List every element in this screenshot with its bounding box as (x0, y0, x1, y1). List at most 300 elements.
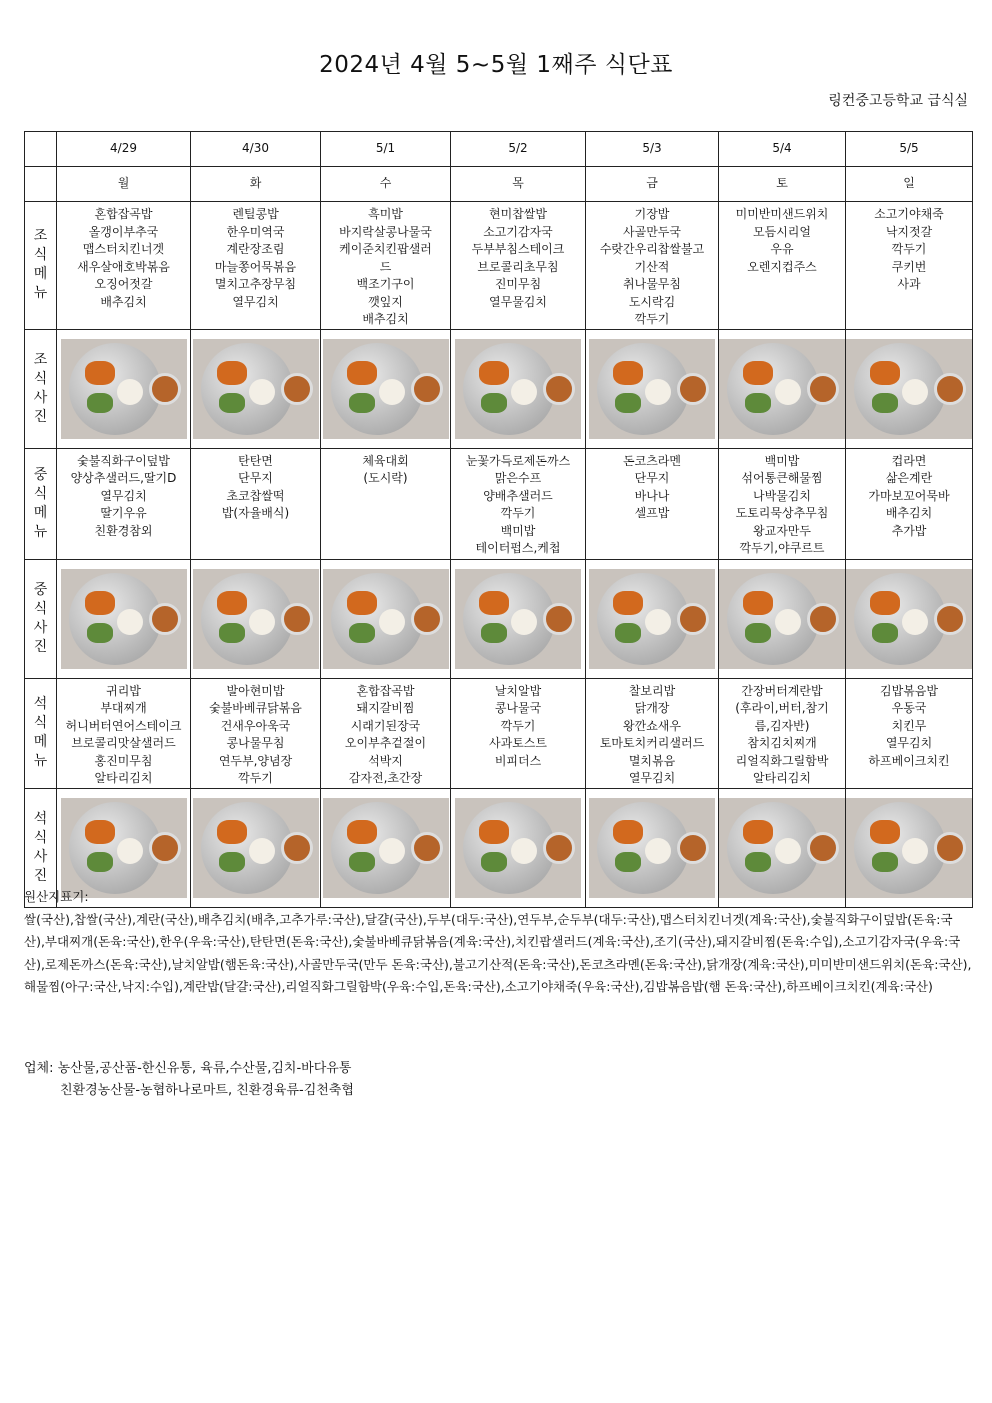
food-food3 (349, 623, 375, 643)
food-food2 (775, 379, 801, 405)
food-food1 (870, 820, 900, 844)
menu-item: 도시락김 (628, 294, 676, 309)
food-tray (597, 573, 689, 665)
row-label-char: 사 (33, 848, 48, 865)
food-food3 (872, 623, 898, 643)
row-label-char: 메 (33, 734, 48, 750)
food-food3 (87, 623, 113, 643)
lunch-photo-row-label (25, 559, 57, 678)
row-label-char: 진 (33, 638, 48, 655)
menu-item: 배추김치 (885, 506, 933, 520)
food-food3 (481, 623, 507, 643)
menu-item: 삶은계란 (885, 471, 933, 485)
menu-item: 깻잎지 (368, 294, 403, 309)
menu-cell (191, 678, 321, 788)
menu-cell (846, 678, 973, 788)
menu-item: 섞어통큰해물찜 (741, 471, 823, 485)
menu-item: 체육대회 (362, 453, 409, 468)
food-food3 (349, 852, 375, 872)
meal-photo-image (193, 569, 319, 669)
menu-item: 브로콜리맛살샐러드 (71, 736, 176, 750)
food-food2 (511, 838, 537, 864)
menu-cell (586, 678, 719, 788)
food-food2 (511, 379, 537, 405)
food-bowl (411, 832, 443, 864)
menu-item: 백미밥 (764, 453, 800, 468)
food-bowl (934, 373, 966, 405)
row-label-char: 뉴 (33, 753, 48, 769)
date-row (25, 132, 973, 167)
food-food3 (87, 393, 113, 413)
meal-photo (321, 330, 450, 448)
food-food1 (479, 820, 509, 844)
date-cell: 5/1 (321, 132, 451, 167)
menu-item: 드 (379, 259, 392, 274)
food-bowl (807, 832, 839, 864)
row-label-char: 조 (33, 228, 48, 245)
menu-item: 토마토치커리샐러드 (599, 736, 705, 750)
date-cell: 5/4 (719, 132, 846, 167)
menu-item: 깍두기 (238, 771, 273, 785)
food-food1 (85, 820, 115, 844)
meal-photo-image (323, 339, 449, 439)
menu-item: 낙지젓갈 (885, 224, 933, 239)
food-food1 (347, 820, 377, 844)
food-bowl (543, 832, 575, 864)
row-label-char: 조 (33, 351, 48, 368)
menu-item: 렌틸콩밥 (232, 207, 279, 221)
food-tray (463, 573, 555, 665)
menu-item: 콩나물무침 (226, 736, 285, 750)
menu-item: 현미찹쌀밥 (489, 207, 547, 221)
meal-photo-image (455, 798, 581, 898)
food-food2 (902, 379, 928, 405)
dinner-menu-row-label (25, 678, 57, 788)
food-food2 (645, 838, 671, 864)
breakfast-photo-row (25, 329, 973, 448)
meal-photo-image (589, 798, 715, 898)
menu-item: 오징어젓갈 (94, 277, 153, 291)
meal-photo-image (719, 339, 845, 439)
menu-item: 소고기감자국 (483, 224, 553, 239)
menu-item: 열무김치 (885, 736, 933, 750)
menu-item: 수랏간우리찹쌀불고 (599, 242, 705, 256)
food-food3 (745, 393, 771, 413)
menu-item: 모듬시리얼 (753, 224, 811, 239)
menu-item: 탄탄면 (238, 453, 273, 468)
food-food1 (870, 591, 900, 615)
menu-item: 나박물김치 (753, 488, 811, 503)
menu-item: 우동국 (891, 701, 927, 715)
menu-item: 새우살애호박볶음 (77, 259, 170, 274)
menu-item: 백미밥 (500, 523, 536, 538)
date-cell: 5/2 (451, 132, 586, 167)
food-food1 (613, 361, 643, 385)
meal-photo (719, 330, 845, 448)
menu-item: 딸기우유 (100, 506, 147, 520)
food-food2 (379, 838, 405, 864)
row-label-char: 뉴 (33, 523, 48, 540)
menu-item: 멸치볶음 (628, 753, 676, 768)
row-label-char: 사 (33, 619, 48, 636)
menu-item: 열무물김치 (489, 294, 547, 309)
weekday-cell: 금 (586, 167, 719, 202)
meal-photo-image (846, 798, 972, 898)
food-food3 (349, 393, 375, 413)
food-food2 (379, 379, 405, 405)
menu-item: 왕깐쇼새우 (623, 718, 681, 733)
menu-item: 양배추샐러드 (483, 488, 553, 503)
menu-item: 열무김치 (100, 488, 147, 503)
meal-photo-image (719, 798, 845, 898)
menu-item: 마늘쫑어묵볶음 (214, 259, 297, 274)
menu-item: 가마보꼬어묵바 (868, 488, 950, 503)
school-name: 링컨중고등학교 급식실 (828, 93, 968, 109)
meal-photo-image (61, 798, 187, 898)
food-food3 (872, 393, 898, 413)
food-bowl (934, 832, 966, 864)
origin-notes (24, 886, 972, 999)
menu-item: 사과토스트 (489, 736, 547, 750)
meal-photo-image (323, 569, 449, 669)
food-bowl (149, 603, 181, 635)
row-label-char: 식 (33, 370, 48, 387)
food-food1 (217, 591, 247, 615)
menu-item: 발아현미밥 (226, 683, 285, 698)
row-label-char: 뉴 (33, 285, 48, 302)
meal-photo-image (589, 339, 715, 439)
photo-cell (57, 329, 191, 448)
menu-item: 건새우아욱국 (220, 718, 291, 733)
meal-photo-image (61, 339, 187, 439)
food-tray (201, 802, 293, 894)
meal-photo-image (323, 798, 449, 898)
menu-item: 부대찌개 (100, 701, 147, 715)
date-cell: 5/3 (586, 132, 719, 167)
food-bowl (149, 832, 181, 864)
photo-cell (191, 559, 321, 678)
menu-item: 홍진미무침 (94, 753, 153, 768)
row-label-char: 식 (33, 829, 48, 846)
menu-item: 오렌지컵주스 (747, 259, 817, 274)
food-tray (69, 343, 161, 435)
photo-cell (719, 329, 846, 448)
menu-item: 기산적 (634, 259, 670, 274)
menu-item: 멸치고추장무침 (214, 277, 297, 291)
food-tray (201, 573, 293, 665)
lunch-menu-row-label (25, 448, 57, 559)
menu-item: 쿠키번 (891, 259, 927, 274)
food-food3 (872, 852, 898, 872)
food-bowl (411, 373, 443, 405)
meal-photo-image (719, 569, 845, 669)
weekday-cell: 일 (846, 167, 973, 202)
menu-cell (57, 448, 191, 559)
food-food1 (613, 820, 643, 844)
food-tray (69, 573, 161, 665)
food-food1 (217, 361, 247, 385)
dinner-menu-row (25, 678, 973, 788)
menu-item: 맑은수프 (494, 471, 542, 485)
food-food3 (745, 623, 771, 643)
row-label-char: 식 (33, 715, 48, 731)
meal-photo-image (193, 339, 319, 439)
food-bowl (281, 832, 313, 864)
menu-item: 맵스터치킨너겟 (82, 242, 165, 256)
meal-photo (451, 560, 585, 678)
photo-cell (321, 559, 451, 678)
menu-item: 김밥볶음밥 (880, 683, 938, 698)
food-food3 (87, 852, 113, 872)
menu-item: 단무지 (634, 471, 670, 485)
vendor-line-1: 업체: 농산물,공산품-한신유통, 육류,수산물,김치-바다유통 (24, 1061, 352, 1076)
photo-cell (321, 329, 451, 448)
meal-photo (321, 560, 450, 678)
food-food1 (479, 591, 509, 615)
corner-cell (25, 132, 57, 167)
row-label-char: 식 (33, 485, 48, 502)
menu-item: 깍두기 (891, 242, 927, 256)
meal-photo-image (455, 569, 581, 669)
food-bowl (807, 603, 839, 635)
menu-item: 콩나물국 (494, 701, 542, 715)
menu-cell (451, 448, 586, 559)
meal-photo-image (193, 798, 319, 898)
photo-cell (586, 559, 719, 678)
meal-table (24, 131, 973, 908)
vendor-info (24, 1058, 354, 1102)
menu-item: 우유 (770, 242, 794, 256)
meal-photo (586, 330, 718, 448)
weekday-cell: 토 (719, 167, 846, 202)
row-label-char: 중 (33, 581, 48, 598)
weekday-cell: 월 (57, 167, 191, 202)
food-food1 (743, 591, 773, 615)
meal-photo (846, 560, 972, 678)
food-tray (727, 802, 819, 894)
meal-photo (57, 330, 190, 448)
menu-cell (719, 202, 846, 330)
food-bowl (677, 373, 709, 405)
food-tray (854, 343, 946, 435)
food-bowl (807, 373, 839, 405)
menu-cell (57, 202, 191, 330)
menu-item: 알타리김치 (94, 771, 153, 785)
date-cell: 4/30 (191, 132, 321, 167)
menu-item: 돈코츠라멘 (623, 453, 681, 468)
menu-item: 백조기구이 (356, 277, 415, 291)
food-food2 (249, 379, 275, 405)
meal-photo (451, 330, 585, 448)
row-label-char: 석 (33, 810, 48, 827)
weekday-cell: 수 (321, 167, 451, 202)
breakfast-menu-row-label (25, 202, 57, 330)
row-label-char: 진 (33, 867, 48, 884)
meal-photo-image (455, 339, 581, 439)
photo-cell (451, 329, 586, 448)
food-food2 (117, 379, 143, 405)
menu-item: 연두부,양념장 (218, 753, 293, 768)
menu-item: 한우미역국 (226, 224, 285, 239)
menu-item: 케이준치킨팝샐러 (339, 242, 432, 256)
menu-item: 두부부침스테이크 (471, 242, 565, 256)
menu-cell (586, 448, 719, 559)
menu-item: 테이터펍스,케첩 (475, 541, 561, 555)
menu-item: 찰보리밥 (628, 683, 676, 698)
photo-cell (451, 559, 586, 678)
menu-item: 비피더스 (494, 753, 542, 768)
lunch-photo-row (25, 559, 973, 678)
food-food1 (85, 591, 115, 615)
menu-item: 컵라면 (891, 453, 927, 468)
menu-item: 소고기야채죽 (874, 207, 944, 221)
menu-item: 진미무침 (494, 277, 542, 291)
menu-item: 계란장조림 (226, 242, 285, 256)
food-food3 (481, 393, 507, 413)
meal-photo-image (846, 569, 972, 669)
menu-item: 깍두기 (634, 312, 670, 326)
meal-photo (846, 330, 972, 448)
food-food1 (479, 361, 509, 385)
food-tray (854, 573, 946, 665)
food-food1 (743, 361, 773, 385)
menu-item: 기장밥 (634, 207, 670, 221)
menu-cell (451, 678, 586, 788)
food-bowl (411, 603, 443, 635)
date-cell: 4/29 (57, 132, 191, 167)
photo-cell (586, 329, 719, 448)
row-label-char: 사 (33, 389, 48, 406)
menu-item: 깍두기 (500, 506, 536, 520)
menu-item: 친환경참외 (94, 523, 153, 538)
menu-item: 밥(자율배식) (221, 506, 290, 520)
menu-item: 눈꽃가득로제돈까스 (465, 453, 571, 468)
breakfast-menu-row (25, 202, 973, 330)
corner-cell (25, 167, 57, 202)
lunch-menu-row (25, 448, 973, 559)
menu-item: 배추김치 (100, 294, 147, 309)
menu-item: 숯불바베큐닭볶음 (209, 701, 302, 715)
menu-item: 혼합잡곡밥 (94, 207, 153, 221)
food-food1 (347, 361, 377, 385)
food-tray (463, 343, 555, 435)
menu-cell (846, 202, 973, 330)
food-bowl (677, 603, 709, 635)
menu-item: 단무지 (238, 471, 273, 485)
menu-item: 열무김치 (232, 294, 279, 309)
meal-photo (191, 560, 320, 678)
menu-item: 깍두기 (500, 718, 536, 733)
food-food2 (249, 838, 275, 864)
food-food2 (902, 609, 928, 635)
menu-item: 감자전,초간장 (348, 771, 423, 785)
menu-item: 숯불직화구이덮밥 (77, 453, 170, 468)
food-tray (727, 573, 819, 665)
menu-cell (321, 448, 451, 559)
food-tray (463, 802, 555, 894)
weekday-cell: 목 (451, 167, 586, 202)
food-food3 (219, 623, 245, 643)
food-tray (597, 343, 689, 435)
date-cell: 5/5 (846, 132, 973, 167)
photo-cell (719, 559, 846, 678)
food-food3 (219, 393, 245, 413)
menu-item: 간장버터계란밥 (741, 683, 823, 698)
food-tray (69, 802, 161, 894)
food-tray (331, 573, 423, 665)
food-food1 (743, 820, 773, 844)
food-food3 (481, 852, 507, 872)
food-food2 (117, 838, 143, 864)
menu-item: 초코찹쌀떡 (226, 488, 285, 503)
menu-item: 열무김치 (628, 771, 676, 785)
menu-cell (57, 678, 191, 788)
menu-item: 브로콜리초무침 (477, 259, 559, 274)
food-bowl (543, 373, 575, 405)
meal-photo (719, 560, 845, 678)
food-tray (201, 343, 293, 435)
food-bowl (281, 373, 313, 405)
menu-cell (586, 202, 719, 330)
origin-heading: 원산지표기: (24, 889, 89, 904)
food-bowl (934, 603, 966, 635)
food-food2 (249, 609, 275, 635)
food-food1 (85, 361, 115, 385)
food-food1 (217, 820, 247, 844)
menu-cell (846, 448, 973, 559)
menu-item: 왕교자만두 (753, 523, 811, 538)
food-food2 (117, 609, 143, 635)
menu-item: 바나나 (634, 488, 670, 503)
row-label-char: 메 (33, 266, 48, 283)
menu-cell (321, 678, 451, 788)
food-food3 (745, 852, 771, 872)
menu-cell (321, 202, 451, 330)
food-food3 (615, 393, 641, 413)
food-food1 (613, 591, 643, 615)
food-food1 (347, 591, 377, 615)
menu-item: 미미반미샌드위치 (735, 207, 829, 221)
menu-item: 사과 (897, 277, 921, 291)
food-food3 (219, 852, 245, 872)
menu-item: 셀프밥 (634, 506, 670, 520)
menu-item: (후라이,버터,참기 (735, 701, 829, 715)
row-label-char: 진 (33, 408, 48, 425)
food-tray (597, 802, 689, 894)
menu-item: 취나물무침 (623, 277, 681, 291)
food-food2 (379, 609, 405, 635)
weekday-cell: 화 (191, 167, 321, 202)
food-food2 (775, 838, 801, 864)
meal-photo-image (846, 339, 972, 439)
food-tray (331, 802, 423, 894)
menu-item: 귀리밥 (106, 683, 141, 698)
food-bowl (677, 832, 709, 864)
weekday-row (25, 167, 973, 202)
food-food1 (870, 361, 900, 385)
row-label-char: 식 (33, 247, 48, 264)
food-bowl (149, 373, 181, 405)
food-food2 (511, 609, 537, 635)
menu-item: (도시락) (363, 471, 408, 485)
menu-item: 름,김자반) (754, 718, 810, 733)
meal-photo (57, 560, 190, 678)
origin-text: 쌀(국산),찹쌀(국산),계란(국산),배추김치(배추,고추가루:국산),달걀(국산),두부(대두:국산),연두부,순두부(대두:국산),맵스터치킨너겟(계육:국산),숯불직화구이덮밥(돈육:국산),부대찌개(돈육:국산),한우(우육:국산),탄탄면(돈육:국산),숯불바베큐닭볶음(계육:국산),치킨팝샐러드(계육:국산),조기(국산),돼지갈비찜(돈육:수입),소고기감자국(우육:국산),로제돈까스(돈육:국산),날치알밥(햄돈육:국산),사골만두국(만두 돈육:국산),불고기산적(돈육:국산),돈코츠라멘(돈육:국산),닭개장(계육:국산),미미반미샌드위치(돈육:국산),해물찜(아구:국산,낙지:수입),계란밥(달걀:국산),리얼직화그릴함박(우육:수입,돈육:국산),소고기야채죽(우육:국산),김밥볶음밥(햄 돈육:국산),하프베이크치킨(계육:국산) (24, 911, 972, 994)
menu-cell (719, 678, 846, 788)
photo-cell (57, 559, 191, 678)
row-label-char: 식 (33, 600, 48, 617)
meal-photo-image (61, 569, 187, 669)
